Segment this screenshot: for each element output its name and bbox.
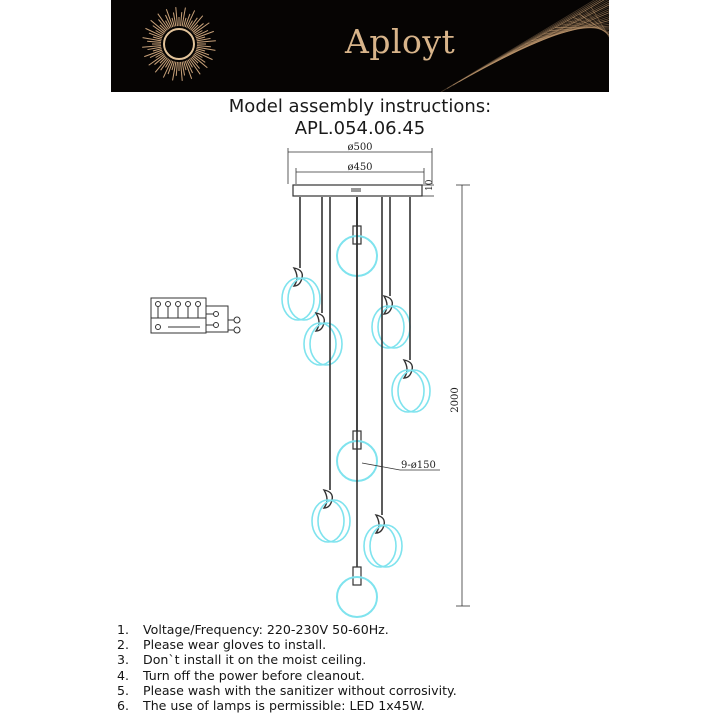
list-item-number: 1.: [117, 622, 130, 637]
decorative-rays: [441, 0, 609, 92]
glass-shade-back: [310, 323, 342, 365]
dim-label-10: 10: [425, 179, 435, 191]
pendant-lamp: [312, 197, 350, 542]
pendant-lamp: [372, 197, 410, 348]
pendant-lamp: [392, 197, 430, 412]
list-item-text: The use of lamps is permissible: LED 1x45W.: [143, 698, 425, 714]
list-item-text: Don`t install it on the moist ceiling.: [143, 652, 367, 668]
shade-spec-label: 9-ø150: [401, 460, 436, 471]
dim-label-500: ø500: [347, 142, 373, 153]
terminal-block-icon: [151, 298, 240, 333]
glass-shade-back: [398, 370, 430, 412]
pendant-group: [282, 197, 430, 617]
brand-logo-text: Aployt: [345, 22, 456, 61]
list-item-number: 5.: [117, 682, 130, 698]
list-item-number: 4.: [117, 667, 130, 683]
instructions-list: [117, 622, 457, 713]
list-item: [117, 652, 457, 667]
list-item: [117, 622, 457, 637]
list-item-text: Voltage/Frequency: 220-230V 50-60Hz.: [143, 622, 389, 637]
glass-shade-back: [370, 525, 402, 567]
list-item: [117, 637, 457, 652]
list-item-text: Please wear gloves to install.: [143, 637, 327, 653]
brand-banner: [111, 0, 609, 92]
list-item-text: Please wash with the sanitizer without corrosivity.: [143, 682, 457, 698]
sun-ring-icon: [164, 29, 194, 59]
glass-shade-back: [318, 500, 350, 542]
dim-label-2000: 2000: [450, 387, 461, 413]
pendant-lamp: [364, 197, 402, 567]
lamp-holder: [324, 490, 332, 508]
lamp-holder: [294, 268, 302, 286]
lamp-holder: [404, 360, 412, 378]
pendant-lamp: [304, 197, 342, 365]
glass-shade-back: [288, 278, 320, 320]
list-item: [117, 668, 457, 683]
dim-label-450: ø450: [347, 162, 373, 173]
list-item-number: 3.: [117, 652, 130, 668]
lamp-holder: [316, 313, 324, 331]
list-item-number: 6.: [117, 698, 130, 714]
lamp-holder: [376, 515, 384, 533]
list-item: [117, 683, 457, 698]
list-item: [117, 698, 457, 713]
list-item-text: Turn off the power before cleanout.: [143, 667, 365, 683]
pendant-lamp: [282, 197, 320, 320]
list-item-number: 2.: [117, 637, 130, 653]
page-title: Model assembly instructions:: [228, 96, 492, 117]
assembly-drawing: [0, 140, 720, 620]
model-number: APL.054.06.45: [294, 118, 426, 139]
lamp-holder: [384, 296, 392, 314]
